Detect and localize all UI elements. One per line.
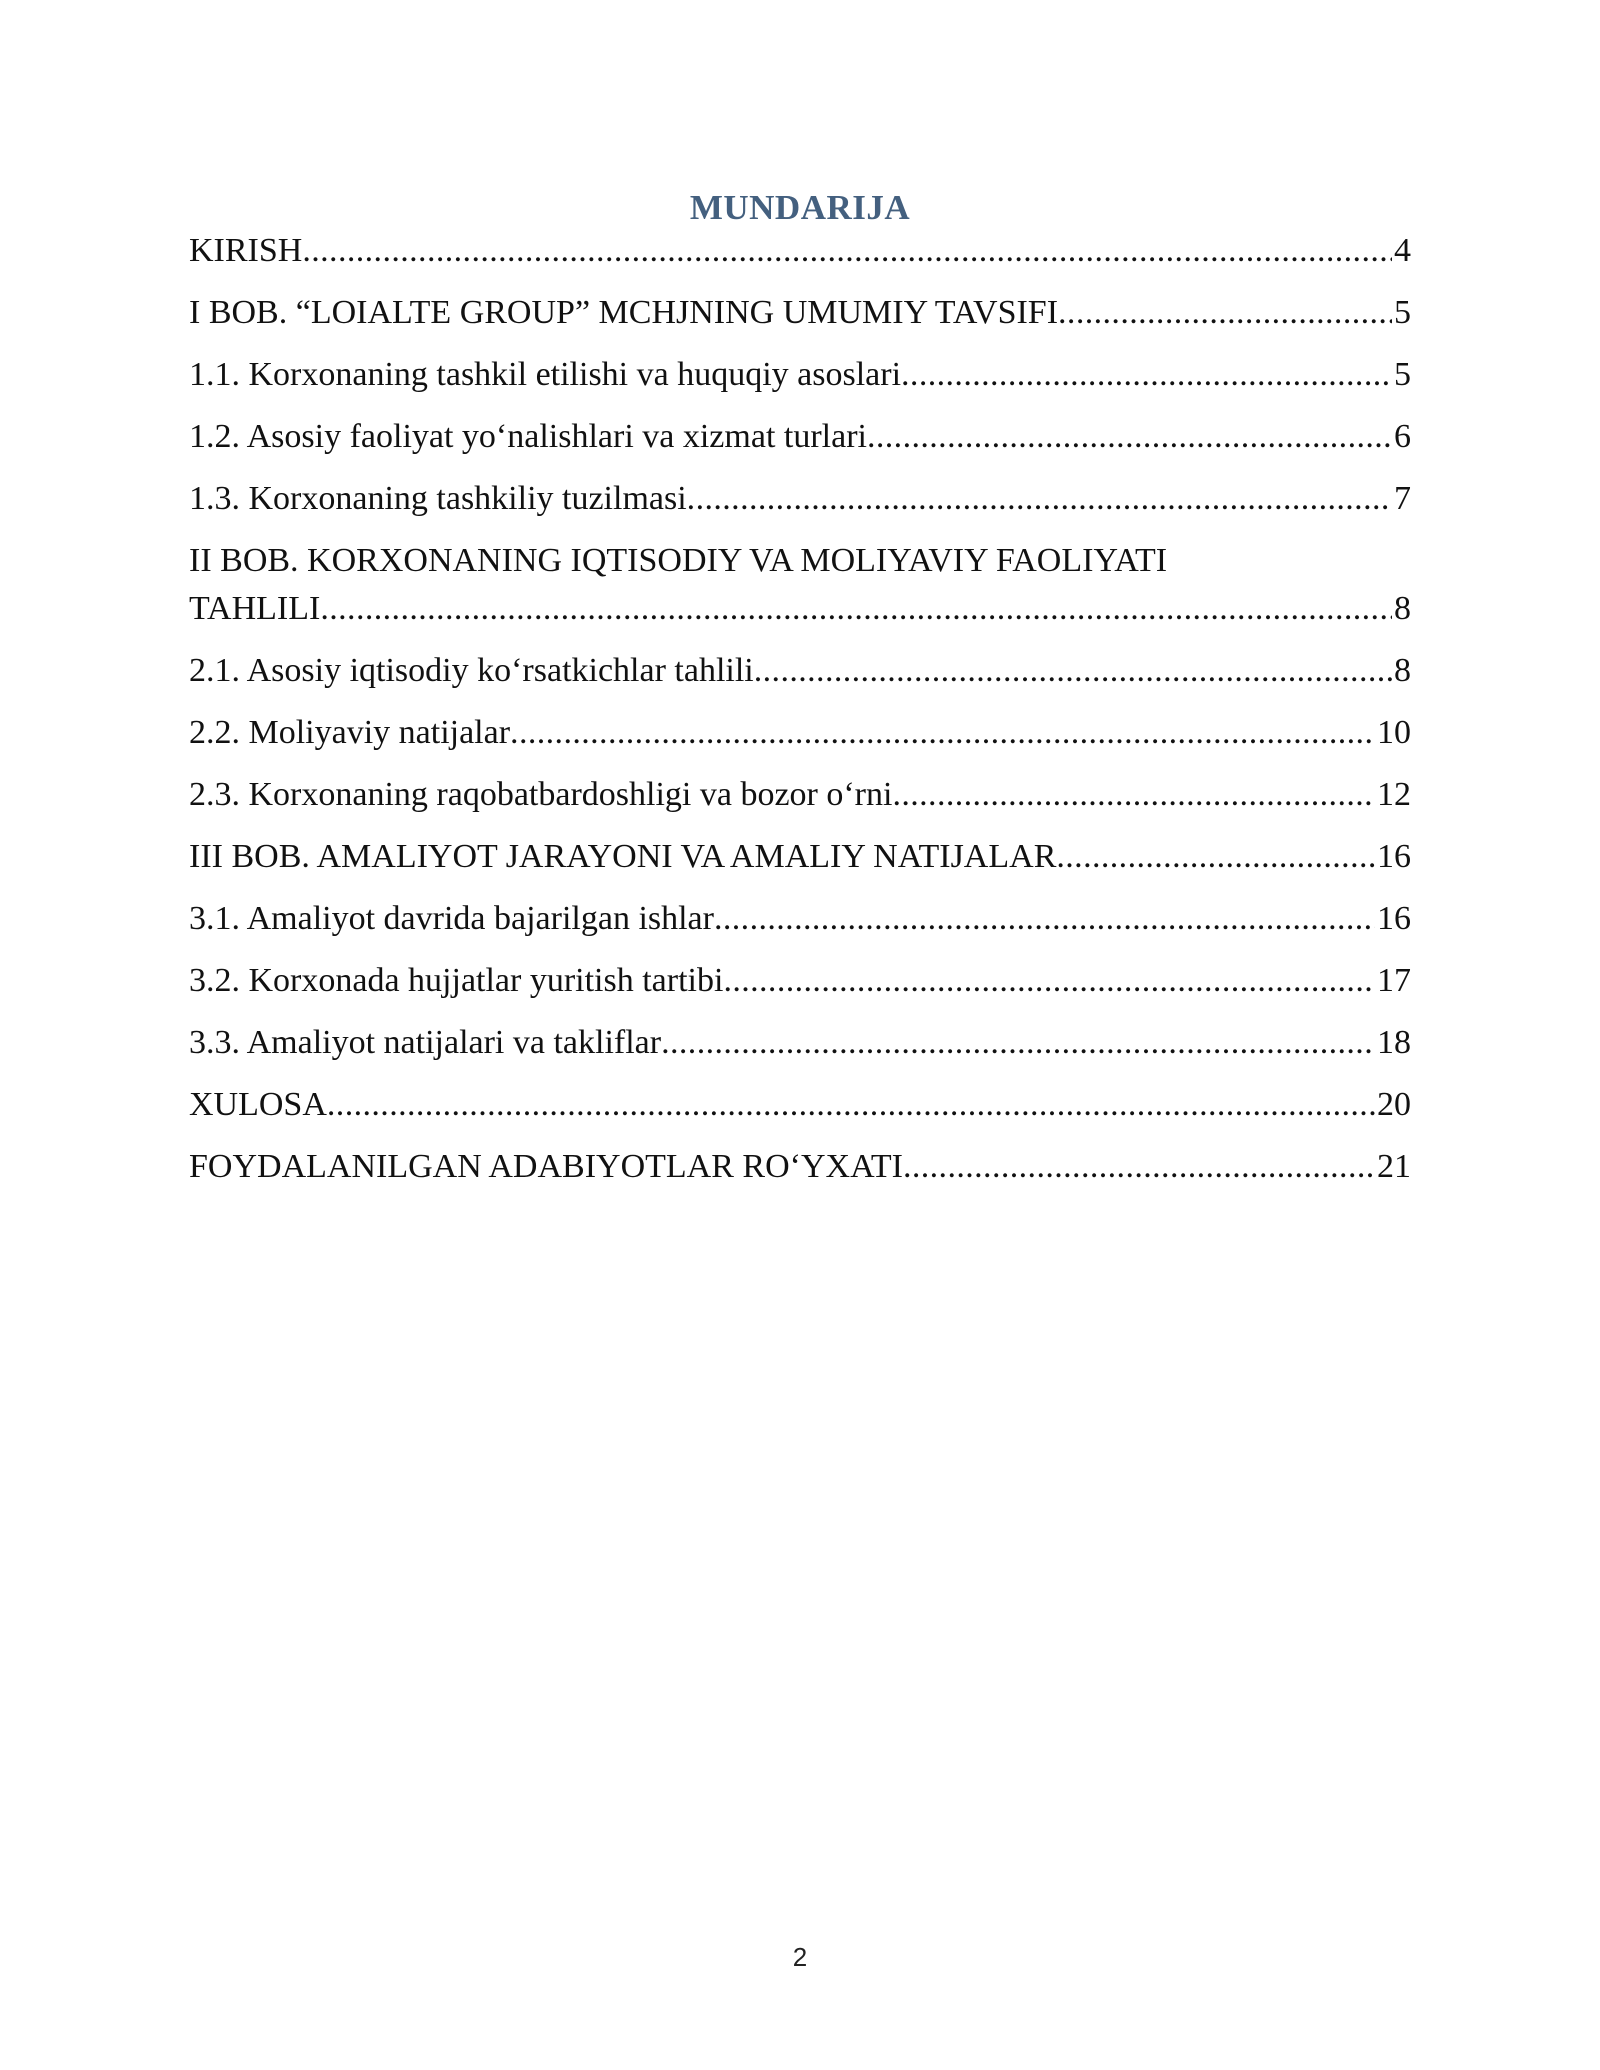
dot-leader (687, 478, 1392, 520)
page-number: 2 (792, 1942, 808, 1972)
toc-entry-page: 20 (1377, 1086, 1411, 1123)
toc-entry-label: 3.2. Korxonada hujjatlar yuritish tartibi (189, 962, 724, 999)
dot-leader (723, 960, 1375, 1002)
toc-entry-label: I BOB. “LOIALTE GROUP” MCHJNING UMUMIY TAVSIFI (189, 294, 1059, 331)
toc-entry-label: II BOB. KORXONANING IQTISODIY VA MOLIYAVIY FAOLIYATI (189, 542, 1168, 579)
dot-leader (754, 650, 1392, 692)
toc-entry-line2 (189, 588, 1411, 630)
toc-entry-xulosa[interactable] (189, 1084, 1411, 1126)
toc-entry-2-3[interactable] (189, 774, 1411, 816)
toc-entry-page: 16 (1377, 838, 1411, 875)
toc-entry-chapter-1[interactable] (189, 292, 1411, 334)
toc-entry-label: FOYDALANILGAN ADABIYOTLAR RO‘YXATI (189, 1148, 903, 1185)
toc-entry-3-1[interactable] (189, 898, 1411, 940)
dot-leader (327, 1084, 1375, 1126)
toc-entry-kirish[interactable] (189, 230, 1411, 272)
toc-entry-page: 17 (1377, 962, 1411, 999)
toc-entry-page: 10 (1377, 714, 1411, 751)
toc-entry-page: 16 (1377, 900, 1411, 937)
dot-leader (1058, 292, 1392, 334)
dot-leader (714, 898, 1375, 940)
toc-entry-adabiyotlar[interactable] (189, 1146, 1411, 1188)
toc-entry-label: 3.3. Amaliyot natijalari va takliflar (189, 1024, 662, 1061)
toc-entry-page: 6 (1394, 418, 1411, 455)
toc-entry-label: XULOSA (189, 1086, 327, 1123)
dot-leader (892, 774, 1375, 816)
toc-entry-page: 7 (1394, 480, 1411, 517)
toc-entry-1-2[interactable] (189, 416, 1411, 458)
toc-entry-page: 4 (1394, 232, 1411, 269)
dot-leader (867, 416, 1392, 458)
toc-entry-label: 2.3. Korxonaning raqobatbardoshligi va bozor o‘rni (189, 776, 893, 813)
toc-entry-label: 2.1. Asosiy iqtisodiy ko‘rsatkichlar tahlili (189, 652, 754, 689)
dot-leader (510, 712, 1375, 754)
dot-leader (1056, 836, 1375, 878)
dot-leader (903, 1146, 1375, 1188)
toc-entry-page: 12 (1377, 776, 1411, 813)
toc-entry-label: 3.1. Amaliyot davrida bajarilgan ishlar (189, 900, 714, 937)
toc-entry-page: 5 (1394, 356, 1411, 393)
toc-entry-label: 1.2. Asosiy faoliyat yo‘nalishlari va xizmat turlari (189, 418, 867, 455)
toc-entry-1-1[interactable] (189, 354, 1411, 396)
toc-entry-page: 8 (1394, 652, 1411, 689)
toc-entry-chapter-3[interactable] (189, 836, 1411, 878)
toc-entry-label: III BOB. AMALIYOT JARAYONI VA AMALIY NATIJALAR (189, 838, 1057, 875)
toc-entry-label: 2.2. Moliyaviy natijalar (189, 714, 511, 751)
dot-leader (320, 588, 1392, 630)
table-of-contents (189, 230, 1411, 1188)
toc-entry-page: 5 (1394, 294, 1411, 331)
dot-leader (302, 230, 1392, 272)
dot-leader (901, 354, 1392, 396)
toc-entry-page: 21 (1377, 1148, 1411, 1185)
toc-entry-label: KIRISH (189, 232, 303, 269)
toc-entry-2-2[interactable] (189, 712, 1411, 754)
toc-entry-2-1[interactable] (189, 650, 1411, 692)
toc-entry-1-3[interactable] (189, 478, 1411, 520)
toc-entry-page: 8 (1394, 590, 1411, 627)
toc-entry-chapter-2[interactable] (189, 540, 1411, 630)
toc-entry-label: 1.1. Korxonaning tashkil etilishi va huquqiy asoslari (189, 356, 902, 393)
toc-entry-page: 18 (1377, 1024, 1411, 1061)
dot-leader (661, 1022, 1375, 1064)
toc-entry-3-3[interactable] (189, 1022, 1411, 1064)
toc-entry-label: 1.3. Korxonaning tashkiliy tuzilmasi (189, 480, 687, 517)
toc-entry-3-2[interactable] (189, 960, 1411, 1002)
toc-title: MUNDARIJA (689, 188, 911, 227)
toc-entry-label-continued: TAHLILI (189, 590, 321, 627)
